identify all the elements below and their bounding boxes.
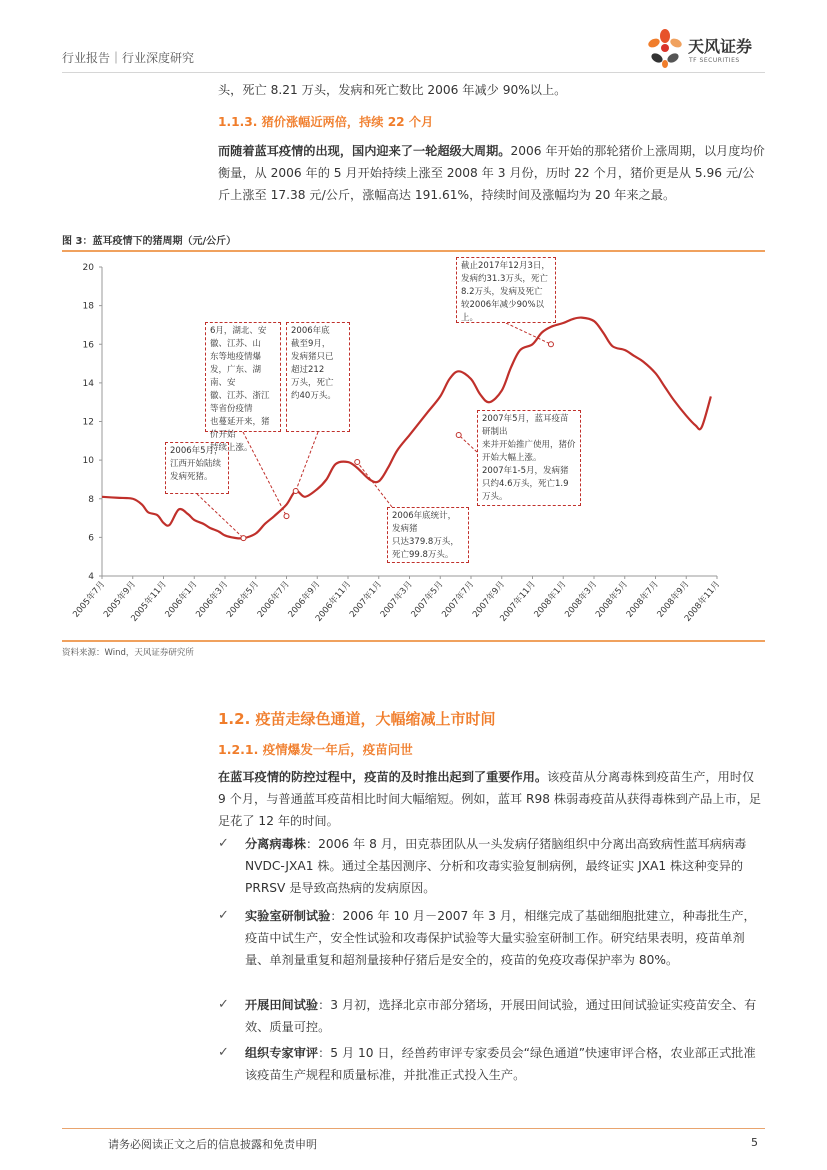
x-tick-label: 2005年7月 (71, 579, 108, 620)
x-tick-label: 2007年7月 (440, 579, 477, 620)
x-tick-label: 2008年7月 (624, 579, 661, 620)
x-tick-label: 2008年3月 (563, 579, 600, 620)
event-marker (548, 342, 553, 347)
figure-title: 图 3：蓝耳疫情下的猪周期（元/公斤） (62, 236, 237, 247)
chart-annotation: 2006年5月，江西开始陆续 发病死猪。 (165, 442, 229, 494)
section-12-title: 1.2. 疫苗走绿色通道，大幅缩减上市时间 (218, 710, 496, 728)
annotation-connector (296, 432, 318, 491)
x-tick-label: 2007年5月 (409, 579, 446, 620)
y-tick-label: 14 (82, 378, 94, 389)
report-category: 行业报告｜行业深度研究 (62, 51, 195, 65)
figure-source: 资料来源：Wind，天风证券研究所 (62, 648, 194, 658)
section-113-title: 1.1.3. 猪价涨幅近两倍，持续 22 个月 (218, 115, 434, 129)
bullet-text: ：2006 年 8 月，田克恭团队从一头发病仔猪脑组织中分离出高致病性蓝耳病病毒 NVDC-JXA1 株。通过全基因测序、分析和攻毒实验复制病例，最终证实 JXA1 株这种变异的 PRRSV 是导致高热病的发病原因。 (245, 837, 747, 895)
event-marker (355, 460, 360, 465)
y-tick-label: 8 (88, 494, 94, 505)
chart-annotation: 2006年底 截至9月， 发病猪只已 超过212 万头，死亡 约40万头。 (286, 322, 350, 432)
x-tick-label: 2006年1月 (163, 579, 200, 620)
chart-annotation: 2006年底统计，发病猪 只达379.8万头， 死亡99.8万头。 (387, 507, 469, 563)
footer-disclaimer: 请务必阅读正文之后的信息披露和免责申明 (108, 1138, 317, 1151)
event-marker (293, 489, 298, 494)
x-tick-label: 2006年11月 (313, 579, 354, 624)
bullet-item (245, 906, 765, 971)
x-tick-label: 2008年1月 (532, 579, 569, 620)
check-icon: ✓ (218, 836, 229, 851)
y-tick-label: 16 (82, 340, 94, 351)
logo-subtext: TF SECURITIES (689, 57, 740, 64)
x-tick-label: 2005年9月 (102, 579, 139, 620)
y-tick-label: 6 (88, 533, 94, 544)
y-tick-label: 18 (82, 301, 94, 312)
bullet-text: ：2006 年 10 月－2007 年 3 月，相继完成了基础细胞批建立，种毒批生产，疫苗中试生产，安全性试验和攻毒保护试验等大量实验室研制工作。研究结果表明，疫苗单剂量、单剂量重复和超剂量接种仔猪后是安全的，疫苗的免疫攻毒保护率为 80%。 (245, 909, 756, 967)
logo-flower-icon (648, 28, 682, 68)
x-tick-label: 2006年3月 (194, 579, 231, 620)
x-tick-label: 2006年7月 (255, 579, 292, 620)
x-tick-label: 2007年1月 (348, 579, 385, 620)
chart-annotation: 截止2017年12月3日， 发病约31.3万头，死亡 8.2万头，发病及死亡 较2006年减少90%以上。 (456, 257, 556, 323)
annotation-connector (506, 323, 551, 344)
y-tick-label: 10 (82, 456, 94, 467)
y-tick-label: 12 (82, 417, 94, 428)
section-121-title: 1.2.1. 疫情爆发一年后，疫苗问世 (218, 742, 413, 757)
check-icon: ✓ (218, 908, 229, 923)
bullet-item (245, 834, 765, 899)
bullet-text: ：3 月初，选择北京市部分猪场，开展田间试验，通过田间试验证实疫苗安全、有效、质量可控。 (245, 998, 757, 1034)
check-icon: ✓ (218, 1045, 229, 1060)
header-divider (62, 72, 765, 73)
bullet-label: 开展田间试验 (245, 998, 319, 1012)
chart-annotation: 6月，湖北、安徽、江苏、山 东等地疫情爆发，广东、湖南、安 徽、江苏、浙江等省份疫情 也蔓延开来，猪价开始 持续上涨。 (205, 322, 281, 432)
section-121-paragraph (218, 767, 765, 832)
x-tick-label: 2006年5月 (225, 579, 262, 620)
footer-divider (62, 1128, 765, 1129)
logo-text: 天风证券 (688, 37, 753, 56)
event-marker (456, 433, 461, 438)
x-tick-label: 2005年11月 (129, 579, 169, 624)
page-number: 5 (751, 1136, 758, 1149)
price-series-line (102, 318, 711, 539)
section-121-body: 该疫苗从分离毒株到疫苗生产，用时仅 9 个月，与普通蓝耳疫苗相比时间大幅缩短。例如，蓝耳 R98 株弱毒疫苗从获得毒株到产品上市，足足花了 12 年的时间。 (218, 770, 762, 828)
x-tick-label: 2007年9月 (471, 579, 508, 620)
figure-bottom-rule (62, 640, 765, 642)
section-113-paragraph (218, 141, 765, 206)
bullet-label: 分离病毒株 (245, 837, 306, 851)
company-logo (648, 28, 768, 72)
section-113-body: 2006 年开始的那轮猪价上涨周期，以月度均价衡量，从 2006 年的 5 月开始持续上涨至 2008 年 3 月份，历时 22 个月，猪价更是从 5.96 元/公斤上涨至 17.38 元/公斤，涨幅高达 191.61%，持续时间及涨幅均为 20 年来之最。 (218, 144, 765, 202)
event-marker (284, 514, 289, 519)
intro-line: 头，死亡 8.21 万头，发病和死亡数比 2006 年减少 90%以上。 (218, 83, 567, 97)
bullet-item (245, 1043, 765, 1087)
x-tick-label: 2008年5月 (594, 579, 631, 620)
event-marker (241, 536, 246, 541)
x-tick-label: 2008年9月 (655, 579, 692, 620)
y-tick-label: 4 (88, 572, 94, 582)
x-tick-label: 2007年3月 (378, 579, 415, 620)
x-tick-label: 2006年9月 (286, 579, 323, 620)
bullet-label: 组织专家审评 (245, 1046, 319, 1060)
x-tick-label: 2007年11月 (498, 579, 538, 624)
bullet-item (245, 995, 765, 1039)
section-121-lead: 在蓝耳疫情的防控过程中，疫苗的及时推出起到了重要作用。 (218, 770, 548, 784)
bullet-label: 实验室研制试验 (245, 909, 331, 923)
section-113-lead: 而随着蓝耳疫情的出现，国内迎来了一轮超级大周期。 (218, 144, 511, 158)
check-icon: ✓ (218, 997, 229, 1012)
bullet-text: ：5 月 10 日，经兽药审评专家委员会“绿色通道”快速审评合格，农业部正式批准该疫苗生产规程和质量标准，并批准正式投入生产。 (245, 1046, 756, 1082)
y-tick-label: 20 (82, 263, 94, 273)
chart-annotation: 2007年5月，蓝耳疫苗研制出 来并开始推广使用，猪价 开始大幅上涨。 2007年1-5月，发病猪 只约4.6万头，死亡1.9 万头。 (477, 410, 581, 506)
pig-price-chart (62, 252, 765, 640)
annotation-connector (459, 435, 477, 452)
x-tick-label: 2008年11月 (682, 579, 723, 624)
